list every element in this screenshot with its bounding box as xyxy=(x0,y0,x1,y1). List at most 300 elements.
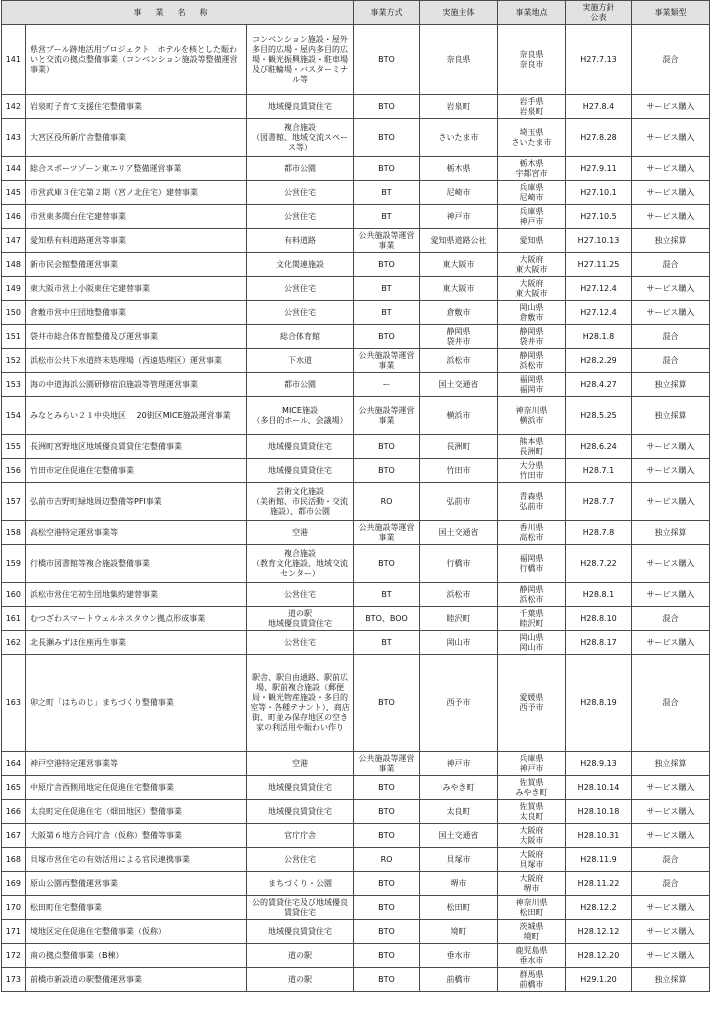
project-type: サービス購入 xyxy=(632,459,710,483)
implementing-entity: 神戸市 xyxy=(420,752,498,776)
project-type: 混合 xyxy=(632,253,710,277)
row-number: 170 xyxy=(2,896,26,920)
project-method: RO xyxy=(354,848,420,872)
project-location: 岡山県 倉敷市 xyxy=(498,301,566,325)
project-type: サービス購入 xyxy=(632,95,710,119)
plan-published-date: H28.7.22 xyxy=(566,545,632,583)
implementing-entity: 境町 xyxy=(420,920,498,944)
table-row xyxy=(2,607,710,631)
table-row xyxy=(2,920,710,944)
plan-published-date: H28.7.8 xyxy=(566,521,632,545)
project-name: 卯之町「はちのじ」まちづくり整備事業 xyxy=(26,655,247,752)
project-method: 公共施設等運営事業 xyxy=(354,752,420,776)
project-method: BTO xyxy=(354,872,420,896)
project-method: BTO、BOO xyxy=(354,607,420,631)
plan-published-date: H28.10.14 xyxy=(566,776,632,800)
facility-type: 地域優良賃貸住宅 xyxy=(247,920,354,944)
plan-published-date: H28.9.13 xyxy=(566,752,632,776)
facility-type: 公的賃貸住宅及び地域優良賃貸住宅 xyxy=(247,896,354,920)
row-number: 164 xyxy=(2,752,26,776)
project-method: BTO xyxy=(354,95,420,119)
project-type: サービス購入 xyxy=(632,583,710,607)
project-name: 海の中道海浜公園研修宿泊施設等管理運営事業 xyxy=(26,373,247,397)
table-row xyxy=(2,229,710,253)
row-number: 172 xyxy=(2,944,26,968)
row-number: 156 xyxy=(2,459,26,483)
facility-type: 地域優良賃貸住宅 xyxy=(247,459,354,483)
project-name: 袋井市総合体育館整備及び運営事業 xyxy=(26,325,247,349)
table-row xyxy=(2,896,710,920)
row-number: 142 xyxy=(2,95,26,119)
row-number: 149 xyxy=(2,277,26,301)
facility-type: 公営住宅 xyxy=(247,848,354,872)
project-method: BT xyxy=(354,583,420,607)
implementing-entity: 栃木県 xyxy=(420,157,498,181)
project-table xyxy=(1,0,710,992)
project-type: 混合 xyxy=(632,872,710,896)
table-row xyxy=(2,800,710,824)
facility-type: 空港 xyxy=(247,521,354,545)
implementing-entity: 長洲町 xyxy=(420,435,498,459)
header-plan-published: 実施方針 公表 xyxy=(566,1,632,25)
project-type: 独立採算 xyxy=(632,968,710,992)
facility-type: 公営住宅 xyxy=(247,631,354,655)
project-name: 大阪第６地方合同庁舎（仮称）整備等事業 xyxy=(26,824,247,848)
table-row xyxy=(2,25,710,95)
facility-type: MICE施設 （多目的ホール、会議場） xyxy=(247,397,354,435)
project-type: サービス購入 xyxy=(632,944,710,968)
project-name: 新市民会館整備運営事業 xyxy=(26,253,247,277)
implementing-entity: 岩泉町 xyxy=(420,95,498,119)
project-method: BTO xyxy=(354,655,420,752)
row-number: 146 xyxy=(2,205,26,229)
plan-published-date: H27.9.11 xyxy=(566,157,632,181)
project-name: 浜松市公共下水道終末処理場（西遠処理区）運営事業 xyxy=(26,349,247,373)
plan-published-date: H28.7.1 xyxy=(566,459,632,483)
row-number: 155 xyxy=(2,435,26,459)
project-method: BTO xyxy=(354,920,420,944)
table-row xyxy=(2,157,710,181)
project-method: BTO xyxy=(354,435,420,459)
project-name: 県営プール跡地活用プロジェクト ホテルを核とした賑わいと交流の拠点整備事業（コンベンション施設等整備運営事業） xyxy=(26,25,247,95)
header-row xyxy=(2,1,710,25)
implementing-entity: 松田町 xyxy=(420,896,498,920)
plan-published-date: H29.1.20 xyxy=(566,968,632,992)
facility-type: 総合体育館 xyxy=(247,325,354,349)
project-method: BT xyxy=(354,631,420,655)
project-name: むつざわスマートウェルネスタウン拠点形成事業 xyxy=(26,607,247,631)
project-location: 香川県 高松市 xyxy=(498,521,566,545)
project-name: 東大阪市営上小阪東住宅建替事業 xyxy=(26,277,247,301)
project-location: 青森県 弘前市 xyxy=(498,483,566,521)
implementing-entity: 弘前市 xyxy=(420,483,498,521)
project-method: 公共施設等運営事業 xyxy=(354,521,420,545)
table-row xyxy=(2,583,710,607)
facility-type: 芸術文化施設 （美術館、市民活動・交流施設）、都市公園 xyxy=(247,483,354,521)
project-location: 兵庫県 神戸市 xyxy=(498,752,566,776)
project-type: サービス購入 xyxy=(632,545,710,583)
row-number: 152 xyxy=(2,349,26,373)
plan-published-date: H27.10.13 xyxy=(566,229,632,253)
project-method: BTO xyxy=(354,800,420,824)
implementing-entity: 国土交通省 xyxy=(420,521,498,545)
facility-type: 地域優良賃貸住宅 xyxy=(247,95,354,119)
implementing-entity: 太良町 xyxy=(420,800,498,824)
table-row xyxy=(2,521,710,545)
project-type: 独立採算 xyxy=(632,373,710,397)
row-number: 144 xyxy=(2,157,26,181)
facility-type: 地域優良賃貸住宅 xyxy=(247,435,354,459)
plan-published-date: H28.12.12 xyxy=(566,920,632,944)
project-type: サービス購入 xyxy=(632,824,710,848)
project-name: 境地区定住促進住宅整備事業（仮称） xyxy=(26,920,247,944)
implementing-entity: 国土交通省 xyxy=(420,824,498,848)
plan-published-date: H28.2.29 xyxy=(566,349,632,373)
project-method: BTO xyxy=(354,25,420,95)
table-row xyxy=(2,655,710,752)
header-entity: 実施主体 xyxy=(420,1,498,25)
table-row xyxy=(2,181,710,205)
table-row xyxy=(2,872,710,896)
project-location: 鹿児島県 垂水市 xyxy=(498,944,566,968)
project-method: BTO xyxy=(354,824,420,848)
facility-type: 公営住宅 xyxy=(247,277,354,301)
table-body xyxy=(2,25,710,992)
implementing-entity: 垂水市 xyxy=(420,944,498,968)
project-type: 混合 xyxy=(632,848,710,872)
table-row xyxy=(2,824,710,848)
row-number: 163 xyxy=(2,655,26,752)
row-number: 167 xyxy=(2,824,26,848)
project-location: 岡山県 岡山市 xyxy=(498,631,566,655)
implementing-entity: 東大阪市 xyxy=(420,253,498,277)
implementing-entity: 国土交通省 xyxy=(420,373,498,397)
row-number: 161 xyxy=(2,607,26,631)
implementing-entity: 横浜市 xyxy=(420,397,498,435)
project-type: 混合 xyxy=(632,25,710,95)
project-method: BT xyxy=(354,301,420,325)
project-name: 竹田市定住促進住宅整備事業 xyxy=(26,459,247,483)
row-number: 168 xyxy=(2,848,26,872)
plan-published-date: H28.4.27 xyxy=(566,373,632,397)
facility-type: 地域優良賃貸住宅 xyxy=(247,800,354,824)
project-location: 奈良県 奈良市 xyxy=(498,25,566,95)
facility-type: 複合施設 （図書館、地域交流スペース等） xyxy=(247,119,354,157)
project-type: サービス購入 xyxy=(632,119,710,157)
row-number: 145 xyxy=(2,181,26,205)
project-location: 静岡県 浜松市 xyxy=(498,583,566,607)
table-row xyxy=(2,459,710,483)
plan-published-date: H28.10.31 xyxy=(566,824,632,848)
table-row xyxy=(2,397,710,435)
table-row xyxy=(2,277,710,301)
project-location: 兵庫県 尼崎市 xyxy=(498,181,566,205)
project-name: 行橋市図書館等複合施設整備事業 xyxy=(26,545,247,583)
project-method: 公共施設等運営事業 xyxy=(354,349,420,373)
project-method: BTO xyxy=(354,157,420,181)
project-method: BT xyxy=(354,205,420,229)
plan-published-date: H28.12.2 xyxy=(566,896,632,920)
implementing-entity: 堺市 xyxy=(420,872,498,896)
project-type: 独立採算 xyxy=(632,752,710,776)
project-name: 浜松市営住宅初生団地集約建替事業 xyxy=(26,583,247,607)
facility-type: 都市公園 xyxy=(247,373,354,397)
project-location: 愛媛県 西予市 xyxy=(498,655,566,752)
project-type: 混合 xyxy=(632,325,710,349)
plan-published-date: H28.8.1 xyxy=(566,583,632,607)
facility-type: 地域優良賃貸住宅 xyxy=(247,776,354,800)
project-type: サービス購入 xyxy=(632,776,710,800)
project-method: BTO xyxy=(354,119,420,157)
project-name: 南の拠点整備事業（B棟） xyxy=(26,944,247,968)
facility-type: 官庁庁舎 xyxy=(247,824,354,848)
row-number: 166 xyxy=(2,800,26,824)
row-number: 153 xyxy=(2,373,26,397)
project-location: 福岡県 行橋市 xyxy=(498,545,566,583)
row-number: 151 xyxy=(2,325,26,349)
project-method: BTO xyxy=(354,944,420,968)
table-row xyxy=(2,435,710,459)
table-row xyxy=(2,373,710,397)
implementing-entity: 東大阪市 xyxy=(420,277,498,301)
plan-published-date: H27.12.4 xyxy=(566,277,632,301)
row-number: 148 xyxy=(2,253,26,277)
implementing-entity: 神戸市 xyxy=(420,205,498,229)
project-name: 弘前市吉野町緑地周辺整備等PFI事業 xyxy=(26,483,247,521)
project-name: 長洲町宮野地区地域優良賃貸住宅整備事業 xyxy=(26,435,247,459)
project-location: 佐賀県 みやき町 xyxy=(498,776,566,800)
facility-type: 道の駅 xyxy=(247,968,354,992)
facility-type: 空港 xyxy=(247,752,354,776)
project-type: サービス購入 xyxy=(632,205,710,229)
table-row xyxy=(2,253,710,277)
project-type: 独立採算 xyxy=(632,229,710,253)
plan-published-date: H27.10.1 xyxy=(566,181,632,205)
implementing-entity: 岡山市 xyxy=(420,631,498,655)
row-number: 160 xyxy=(2,583,26,607)
plan-published-date: H28.12.20 xyxy=(566,944,632,968)
project-name: 前橋市新設道の駅整備運営事業 xyxy=(26,968,247,992)
row-number: 150 xyxy=(2,301,26,325)
project-name: 原山公園再整備運営事業 xyxy=(26,872,247,896)
facility-type: コンベンション施設・屋外多目的広場・屋内多目的広場・観光振興施設・駐車場及び駐輪場・バスターミナル等 xyxy=(247,25,354,95)
project-name: 市営武庫３住宅第２期（宮ノ北住宅）建替事業 xyxy=(26,181,247,205)
header-location: 事業地点 xyxy=(498,1,566,25)
plan-published-date: H28.5.25 xyxy=(566,397,632,435)
project-method: BT xyxy=(354,277,420,301)
implementing-entity: 浜松市 xyxy=(420,583,498,607)
plan-published-date: H27.12.4 xyxy=(566,301,632,325)
row-number: 157 xyxy=(2,483,26,521)
table-row xyxy=(2,776,710,800)
project-location: 静岡県 浜松市 xyxy=(498,349,566,373)
plan-published-date: H28.1.8 xyxy=(566,325,632,349)
facility-type: 複合施設 （教育文化施設、地域交流センター） xyxy=(247,545,354,583)
project-method: BTO xyxy=(354,968,420,992)
project-type: 独立採算 xyxy=(632,397,710,435)
implementing-entity: 静岡県 袋井市 xyxy=(420,325,498,349)
table-row xyxy=(2,631,710,655)
implementing-entity: 竹田市 xyxy=(420,459,498,483)
table-row xyxy=(2,944,710,968)
plan-published-date: H28.8.19 xyxy=(566,655,632,752)
row-number: 141 xyxy=(2,25,26,95)
row-number: 173 xyxy=(2,968,26,992)
header-project-name: 事業名称 xyxy=(2,1,354,25)
implementing-entity: 尼崎市 xyxy=(420,181,498,205)
header-project-type: 事業類型 xyxy=(632,1,710,25)
facility-type: 公営住宅 xyxy=(247,205,354,229)
project-name: 貝塚市営住宅の有効活用による官民連携事業 xyxy=(26,848,247,872)
facility-type: 都市公園 xyxy=(247,157,354,181)
project-method: BTO xyxy=(354,896,420,920)
project-name: 愛知県有料道路運営等事業 xyxy=(26,229,247,253)
row-number: 171 xyxy=(2,920,26,944)
project-name: 高松空港特定運営事業等 xyxy=(26,521,247,545)
implementing-entity: さいたま市 xyxy=(420,119,498,157)
project-type: サービス購入 xyxy=(632,181,710,205)
project-name: 岩泉町子育て支援住宅整備事業 xyxy=(26,95,247,119)
table-row xyxy=(2,848,710,872)
table-row xyxy=(2,483,710,521)
project-type: サービス購入 xyxy=(632,920,710,944)
project-location: 福岡県 福岡市 xyxy=(498,373,566,397)
project-name: 倉敷市営中庄団地整備事業 xyxy=(26,301,247,325)
row-number: 158 xyxy=(2,521,26,545)
project-name: 大宮区役所新庁舎整備事業 xyxy=(26,119,247,157)
implementing-entity: 行橋市 xyxy=(420,545,498,583)
project-name: 松田町住宅整備事業 xyxy=(26,896,247,920)
project-type: 混合 xyxy=(632,349,710,373)
project-method: 公共施設等運営事業 xyxy=(354,397,420,435)
project-method: BTO xyxy=(354,325,420,349)
project-location: 大阪府 貝塚市 xyxy=(498,848,566,872)
project-location: 大阪府 東大阪市 xyxy=(498,277,566,301)
row-number: 169 xyxy=(2,872,26,896)
plan-published-date: H27.8.4 xyxy=(566,95,632,119)
project-location: 埼玉県 さいたま市 xyxy=(498,119,566,157)
project-method: BT xyxy=(354,181,420,205)
plan-published-date: H28.6.24 xyxy=(566,435,632,459)
plan-published-date: H27.10.5 xyxy=(566,205,632,229)
project-method: BTO xyxy=(354,776,420,800)
table-row xyxy=(2,325,710,349)
row-number: 143 xyxy=(2,119,26,157)
project-location: 静岡県 袋井市 xyxy=(498,325,566,349)
project-type: 混合 xyxy=(632,655,710,752)
project-name: 市営東多聞台住宅建替事業 xyxy=(26,205,247,229)
plan-published-date: H28.7.7 xyxy=(566,483,632,521)
table-row xyxy=(2,545,710,583)
facility-type: 文化関連施設 xyxy=(247,253,354,277)
table-row xyxy=(2,752,710,776)
project-location: 佐賀県 太良町 xyxy=(498,800,566,824)
project-method: BTO xyxy=(354,253,420,277)
facility-type: 道の駅 xyxy=(247,944,354,968)
project-name: 中原庁舎西側用地定住促進住宅整備事業 xyxy=(26,776,247,800)
project-type: サービス購入 xyxy=(632,301,710,325)
project-location: 大阪府 堺市 xyxy=(498,872,566,896)
project-location: 大阪府 東大阪市 xyxy=(498,253,566,277)
facility-type: まちづくり・公園 xyxy=(247,872,354,896)
row-number: 165 xyxy=(2,776,26,800)
implementing-entity: 浜松市 xyxy=(420,349,498,373)
implementing-entity: 愛知県道路公社 xyxy=(420,229,498,253)
project-method: RO xyxy=(354,483,420,521)
project-type: 独立採算 xyxy=(632,521,710,545)
plan-published-date: H28.11.9 xyxy=(566,848,632,872)
project-type: 混合 xyxy=(632,607,710,631)
project-location: 神奈川県 松田町 xyxy=(498,896,566,920)
row-number: 159 xyxy=(2,545,26,583)
project-location: 大分県 竹田市 xyxy=(498,459,566,483)
row-number: 147 xyxy=(2,229,26,253)
project-method: BTO xyxy=(354,459,420,483)
table-row xyxy=(2,349,710,373)
project-method: BTO xyxy=(354,545,420,583)
project-name: 総合スポーツゾーン東エリア整備運営事業 xyxy=(26,157,247,181)
implementing-entity: 貝塚市 xyxy=(420,848,498,872)
project-location: 茨城県 境町 xyxy=(498,920,566,944)
project-type: サービス購入 xyxy=(632,896,710,920)
project-type: サービス購入 xyxy=(632,277,710,301)
implementing-entity: みやき町 xyxy=(420,776,498,800)
table-row xyxy=(2,119,710,157)
implementing-entity: 前橋市 xyxy=(420,968,498,992)
project-type: サービス購入 xyxy=(632,483,710,521)
project-location: 神奈川県 横浜市 xyxy=(498,397,566,435)
table-row xyxy=(2,205,710,229)
plan-published-date: H28.8.10 xyxy=(566,607,632,631)
facility-type: 公営住宅 xyxy=(247,301,354,325)
plan-published-date: H27.7.13 xyxy=(566,25,632,95)
project-location: 千葉県 睦沢町 xyxy=(498,607,566,631)
implementing-entity: 西予市 xyxy=(420,655,498,752)
header-method: 事業方式 xyxy=(354,1,420,25)
project-location: 愛知県 xyxy=(498,229,566,253)
facility-type: 下水道 xyxy=(247,349,354,373)
plan-published-date: H27.8.28 xyxy=(566,119,632,157)
project-name: 北長瀬みずほ住座再生事業 xyxy=(26,631,247,655)
facility-type: 公営住宅 xyxy=(247,583,354,607)
project-type: サービス購入 xyxy=(632,800,710,824)
project-location: 岩手県 岩泉町 xyxy=(498,95,566,119)
project-location: 大阪府 大阪市 xyxy=(498,824,566,848)
table-row xyxy=(2,95,710,119)
project-name: 太良町定住促進住宅（畑田地区）整備事業 xyxy=(26,800,247,824)
row-number: 162 xyxy=(2,631,26,655)
project-name: みなとみらい２１中央地区 20街区MICE施設運営事業 xyxy=(26,397,247,435)
project-type: サービス購入 xyxy=(632,435,710,459)
project-location: 群馬県 前橋市 xyxy=(498,968,566,992)
plan-published-date: H27.11.25 xyxy=(566,253,632,277)
plan-published-date: H28.10.18 xyxy=(566,800,632,824)
plan-published-date: H28.8.17 xyxy=(566,631,632,655)
implementing-entity: 倉敷市 xyxy=(420,301,498,325)
project-type: サービス購入 xyxy=(632,631,710,655)
facility-type: 駅舎、駅自由通路、駅前広場、駅前複合施設（郵便局・観光物産施設・多目的室等・各種テナント）、商店街、町並み保存地区の空き家の利活用や賑わい作り xyxy=(247,655,354,752)
facility-type: 道の駅 地域優良賃貸住宅 xyxy=(247,607,354,631)
project-method: 公共施設等運営事業 xyxy=(354,229,420,253)
project-location: 栃木県 宇都宮市 xyxy=(498,157,566,181)
project-type: サービス購入 xyxy=(632,157,710,181)
plan-published-date: H28.11.22 xyxy=(566,872,632,896)
project-location: 兵庫県 神戸市 xyxy=(498,205,566,229)
facility-type: 有料道路 xyxy=(247,229,354,253)
project-location: 熊本県 長洲町 xyxy=(498,435,566,459)
table-row xyxy=(2,301,710,325)
project-method: ー xyxy=(354,373,420,397)
